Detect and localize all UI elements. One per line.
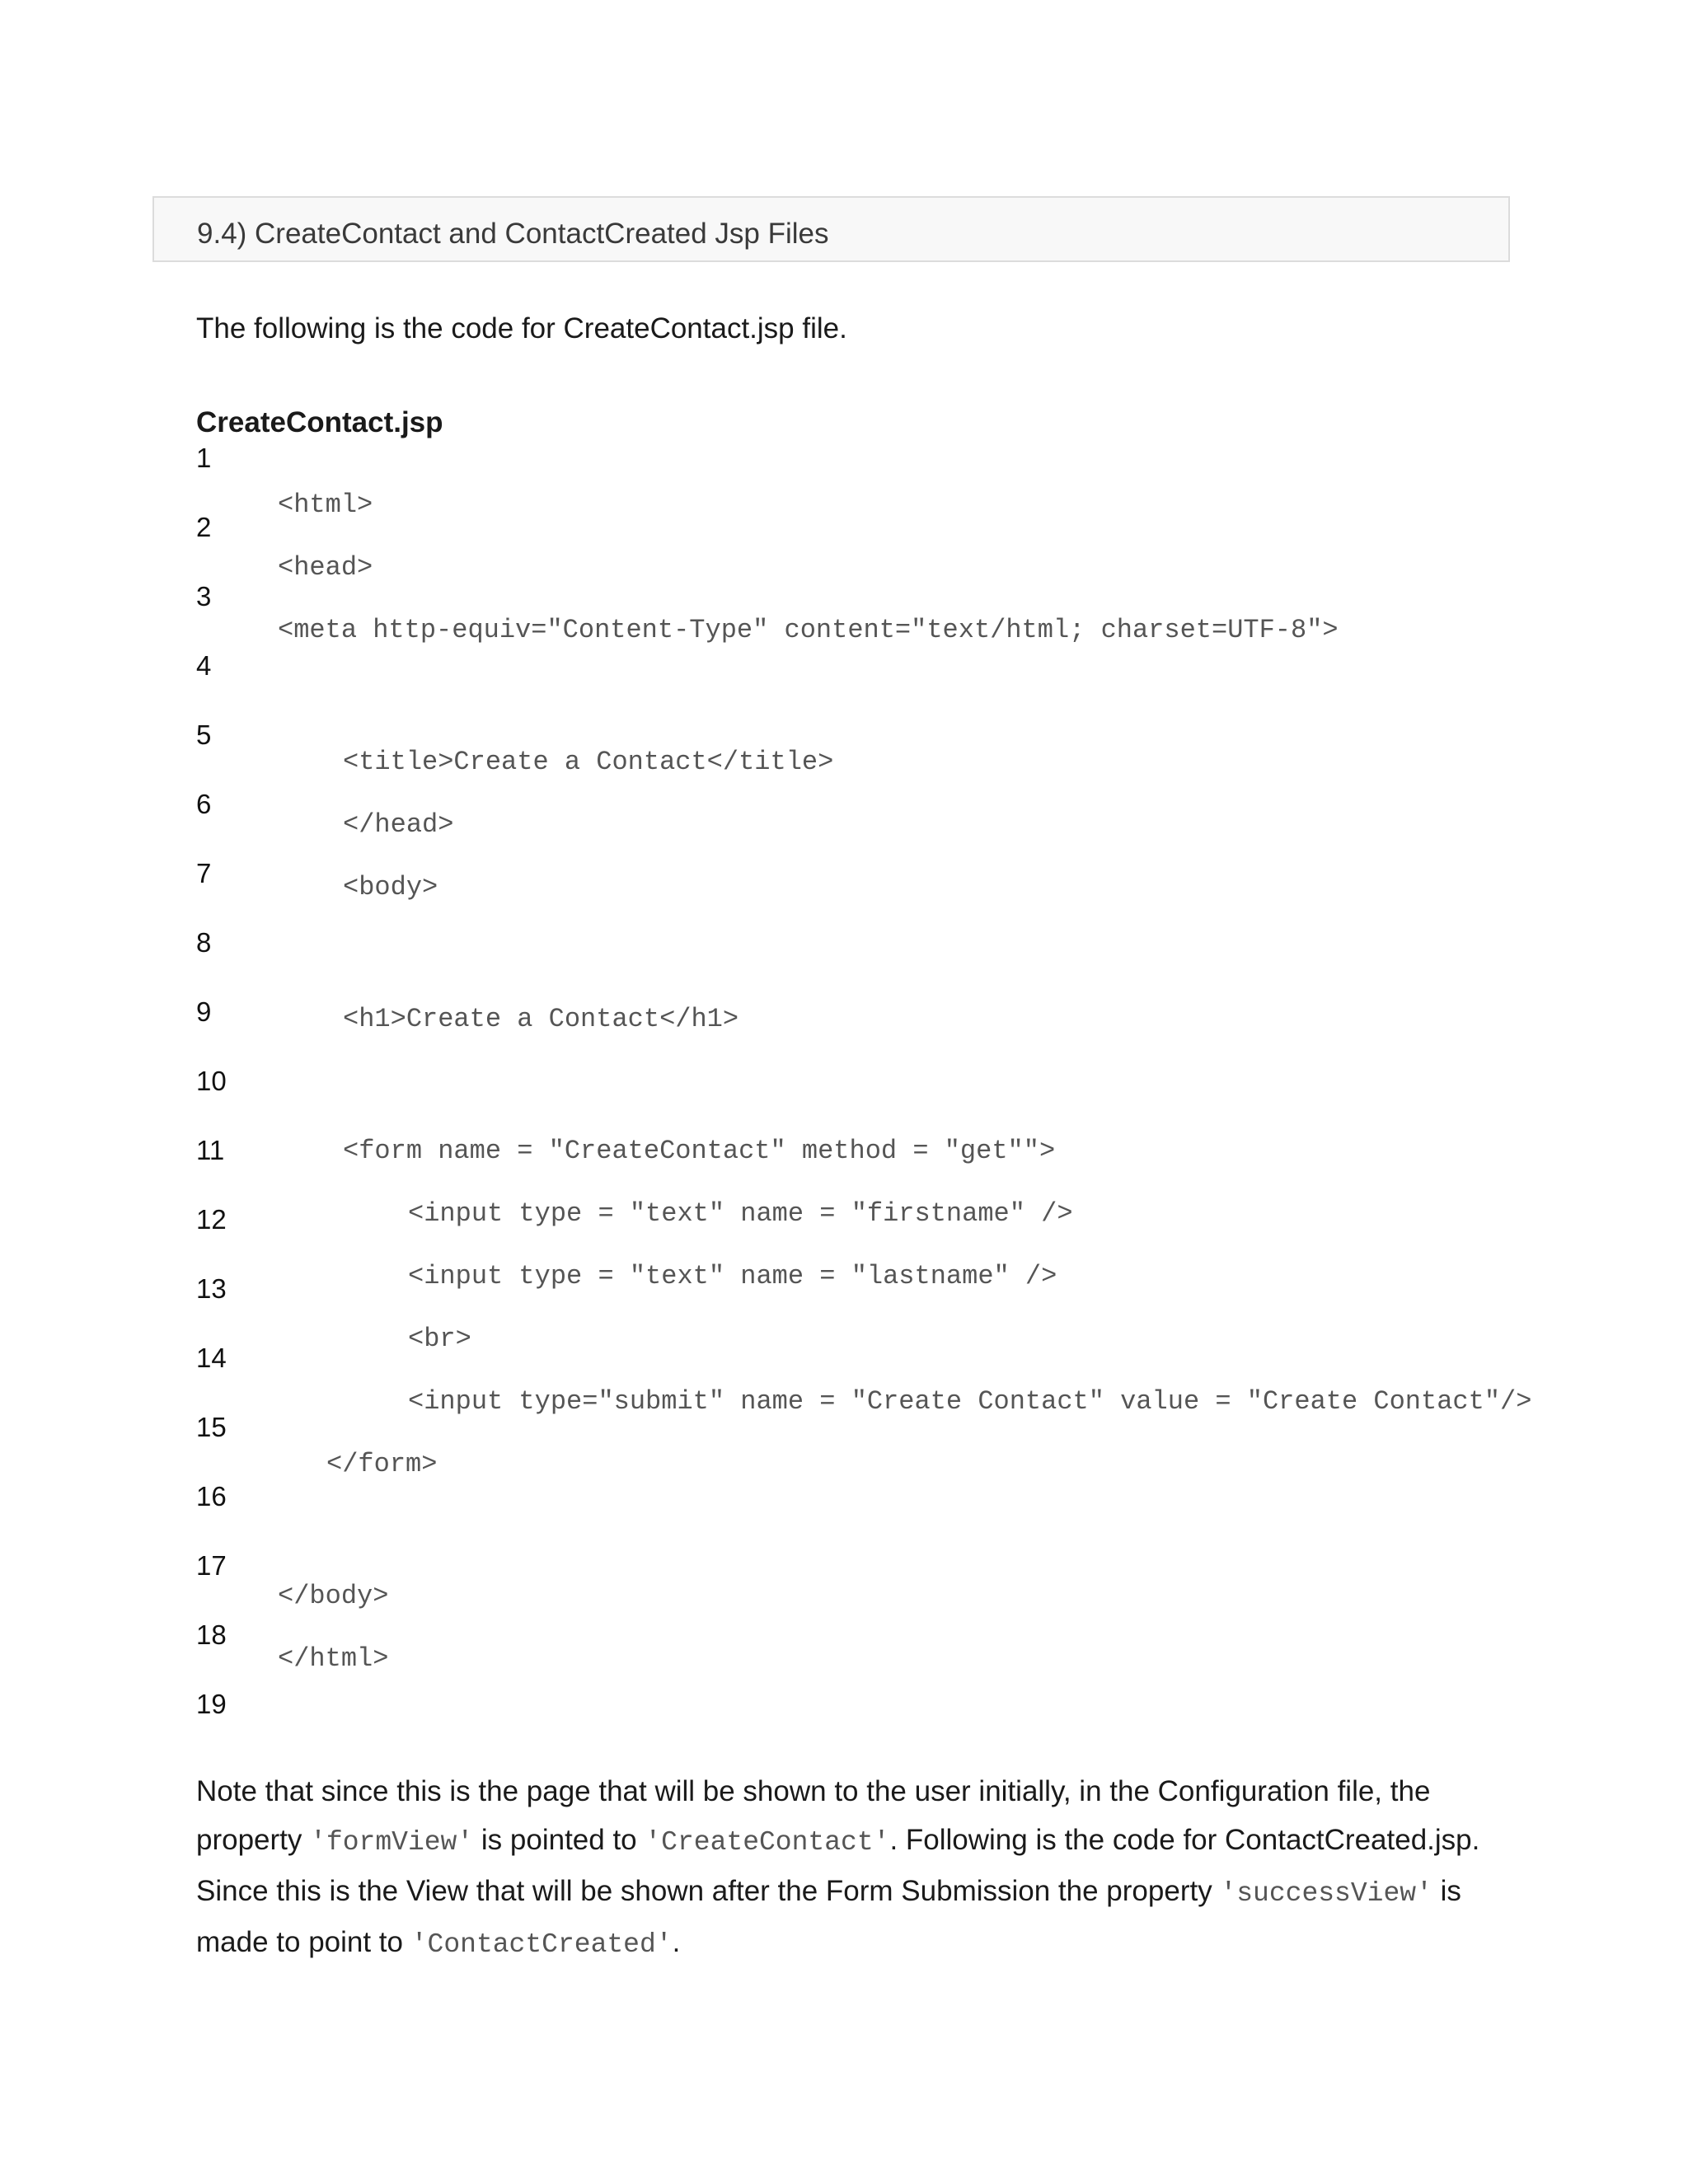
line-number: 18 [196, 1619, 227, 1650]
line-number: 7 [196, 858, 212, 888]
code-line: </html> [278, 1643, 389, 1674]
line-number: 13 [196, 1273, 227, 1304]
code-line: <head> [278, 552, 373, 583]
line-number: 11 [196, 1135, 225, 1165]
code-line: <html> [278, 490, 373, 520]
code-line: <body> [343, 872, 438, 902]
note-text: . Following is the code for ContactCreated.jsp. Since this is the View that will be shown after the Form Submission the property [196, 1824, 1480, 1907]
inline-code: 'CreateContact' [645, 1827, 890, 1858]
code-line: <h1>Create a Contact</h1> [343, 1004, 739, 1034]
line-number: 15 [196, 1412, 227, 1442]
file-title: CreateContact.jsp [196, 406, 443, 438]
code-line: <input type="submit" name = "Create Contact" value = "Create Contact"/> [408, 1386, 1532, 1417]
note-text: Note that since this is the page that will be shown to the user initially, in the Configuration file, the property [196, 1775, 1431, 1856]
line-number: 8 [196, 927, 212, 958]
line-number: 9 [196, 996, 212, 1027]
code-line: </form> [326, 1449, 438, 1479]
line-number: 2 [196, 512, 212, 542]
inline-code: 'formView' [310, 1827, 474, 1858]
line-number: 5 [196, 719, 212, 750]
intro-text: The following is the code for CreateContact.jsp file. [196, 312, 847, 344]
note-text: is made to point to [196, 1875, 1461, 1958]
code-line: <title>Create a Contact</title> [343, 747, 834, 777]
line-number: 4 [196, 650, 212, 681]
code-line: </body> [278, 1581, 389, 1611]
code-line: </head> [343, 809, 454, 840]
section-header [152, 196, 1510, 262]
note-text: is pointed to [473, 1824, 645, 1856]
line-number: 1 [196, 443, 212, 473]
line-number: 17 [196, 1550, 227, 1581]
line-number: 19 [196, 1689, 227, 1719]
note-paragraph [196, 1767, 1515, 1969]
line-number: 14 [196, 1343, 227, 1373]
line-number: 12 [196, 1204, 227, 1235]
code-line: <br> [408, 1324, 471, 1354]
code-line: <meta http-equiv="Content-Type" content="text/html; charset=UTF-8"> [278, 615, 1339, 645]
code-line: <form name = "CreateContact" method = "get""> [343, 1136, 1056, 1166]
inline-code: 'ContactCreated' [410, 1929, 673, 1960]
code-line: <input type = "text" name = "firstname" /> [408, 1198, 1073, 1229]
section-title: 9.4) CreateContact and ContactCreated Jsp Files [197, 218, 829, 250]
inline-code: 'successView' [1220, 1878, 1432, 1909]
code-line: <input type = "text" name = "lastname" /> [408, 1261, 1057, 1291]
line-number: 10 [196, 1066, 227, 1096]
note-text: . [672, 1926, 681, 1958]
line-number: 16 [196, 1481, 227, 1511]
line-number: 6 [196, 789, 212, 819]
line-number: 3 [196, 581, 212, 612]
